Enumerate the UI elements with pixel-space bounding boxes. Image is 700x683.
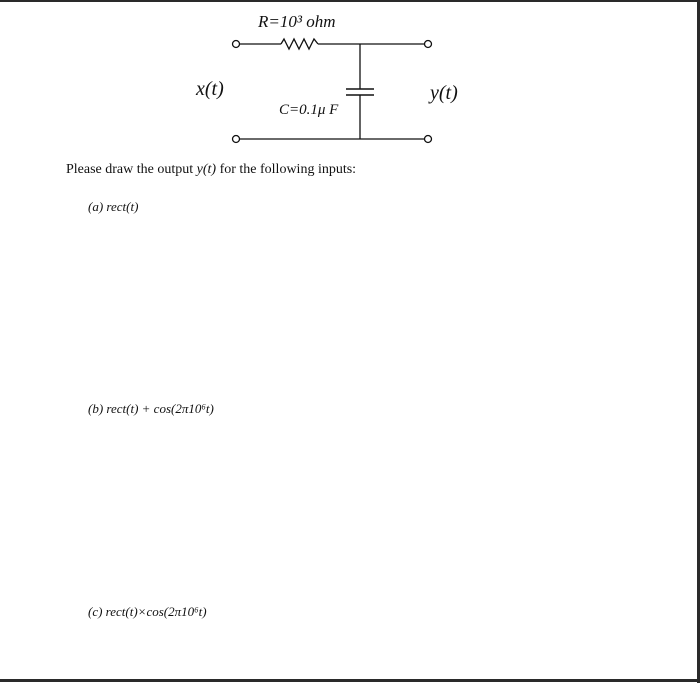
capacitor-label: C=0.1μ F — [279, 102, 339, 118]
prompt-text-end: for the following inputs: — [216, 162, 357, 177]
resistor-symbol — [281, 39, 318, 49]
output-top-terminal — [425, 41, 432, 48]
prompt-output-symbol: y(t) — [196, 162, 217, 177]
part-c-label: (c) rect(t)×cos(2π10⁶t) — [88, 604, 207, 619]
output-bottom-terminal — [425, 136, 432, 143]
input-top-terminal — [233, 41, 240, 48]
bottom-border — [0, 679, 700, 682]
output-signal-label: y(t) — [430, 82, 458, 104]
part-b-label: (b) rect(t) + cos(2π10⁶t) — [88, 401, 214, 416]
rc-circuit-diagram — [0, 0, 700, 160]
resistor-label: R=10³ ohm — [258, 12, 336, 31]
part-a-label: (a) rect(t) — [88, 199, 139, 214]
input-bottom-terminal — [233, 136, 240, 143]
input-signal-label: x(t) — [196, 78, 224, 100]
question-prompt — [66, 162, 356, 178]
prompt-text-start: Please draw the output — [66, 162, 197, 177]
